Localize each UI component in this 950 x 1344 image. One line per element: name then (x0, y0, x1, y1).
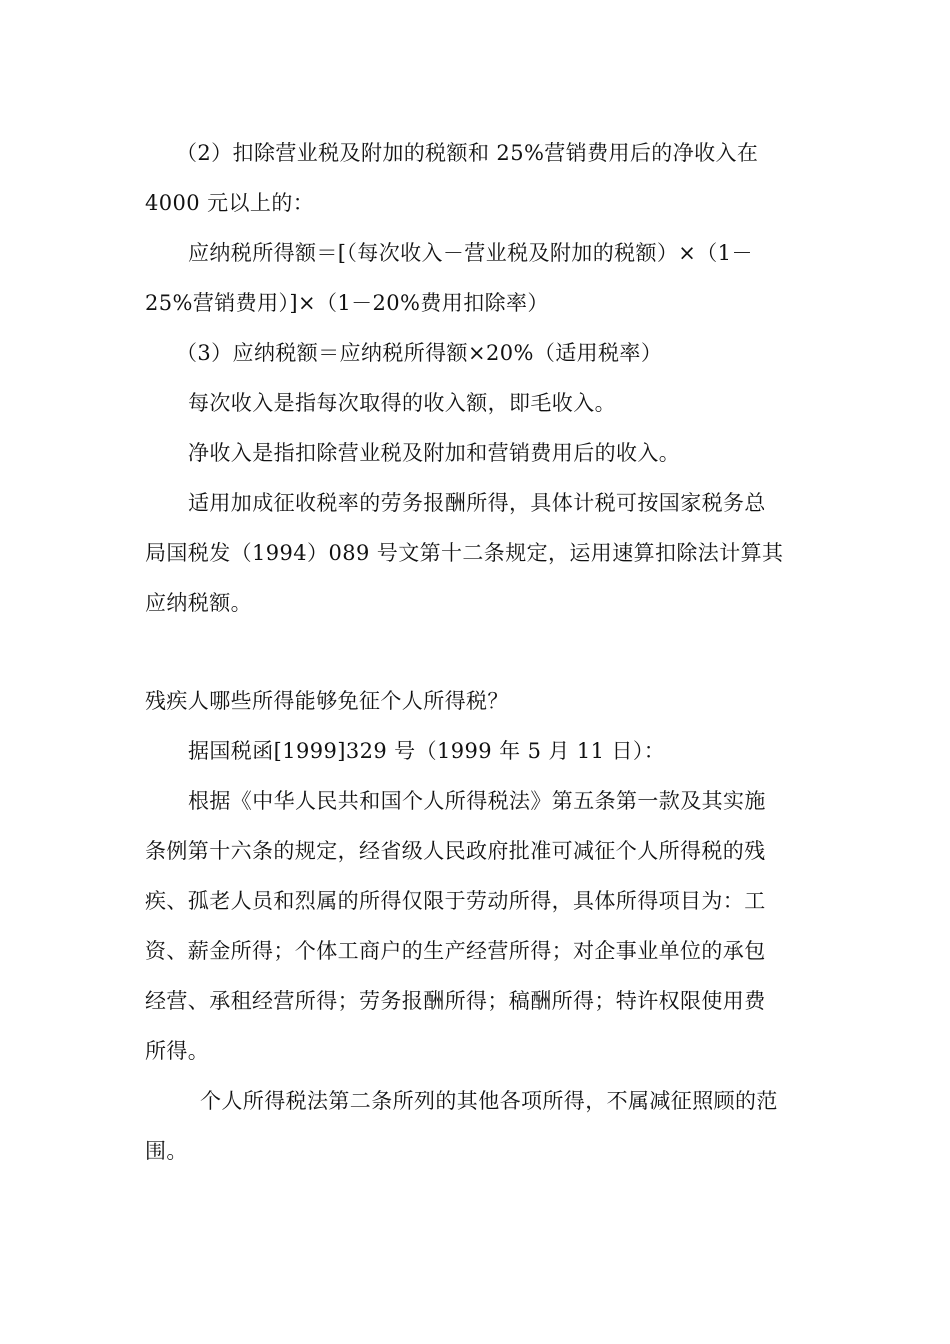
source-reference: 据国税函[1999]329 号（1999 年 5 月 11 日）： (188, 739, 666, 763)
formula-line-1: 应纳税所得额＝[（每次收入－营业税及附加的税额）×（1－ (188, 241, 753, 265)
body-line-2: 条例第十六条的规定，经省级人民政府批准可减征个人所得税的残 (145, 839, 766, 863)
item-2-line-2: 4000 元以上的： (145, 191, 315, 215)
note-line-1: 个人所得税法第二条所列的其他各项所得，不属减征照顾的范 (200, 1089, 778, 1113)
rule-line-3: 应纳税额。 (145, 591, 252, 615)
definition-income: 每次收入是指每次取得的收入额，即毛收入。 (188, 391, 616, 415)
item-2-line-1: （2）扣除营业税及附加的税额和 25%营销费用后的净收入在 (176, 141, 759, 165)
body-line-4: 资、薪金所得；个体工商户的生产经营所得；对企事业单位的承包 (145, 939, 766, 963)
body-line-3: 疾、孤老人员和烈属的所得仅限于劳动所得，具体所得项目为：工 (145, 889, 766, 913)
rule-line-2: 局国税发（1994）089 号文第十二条规定，运用速算扣除法计算其 (145, 541, 784, 565)
note-line-2: 围。 (145, 1139, 188, 1163)
body-line-5: 经营、承租经营所得；劳务报酬所得；稿酬所得；特许权限使用费 (145, 989, 766, 1013)
body-line-6: 所得。 (145, 1039, 210, 1063)
body-line-1: 根据《中华人民共和国个人所得税法》第五条第一款及其实施 (188, 789, 766, 813)
definition-net-income: 净收入是指扣除营业税及附加和营销费用后的收入。 (188, 441, 681, 465)
item-3: （3）应纳税额＝应纳税所得额×20%（适用税率） (176, 341, 663, 365)
rule-line-1: 适用加成征收税率的劳务报酬所得，具体计税可按国家税务总 (188, 491, 766, 515)
formula-line-2: 25%营销费用）]×（1－20%费用扣除率） (145, 291, 549, 315)
question-heading: 残疾人哪些所得能够免征个人所得税？ (145, 689, 509, 713)
